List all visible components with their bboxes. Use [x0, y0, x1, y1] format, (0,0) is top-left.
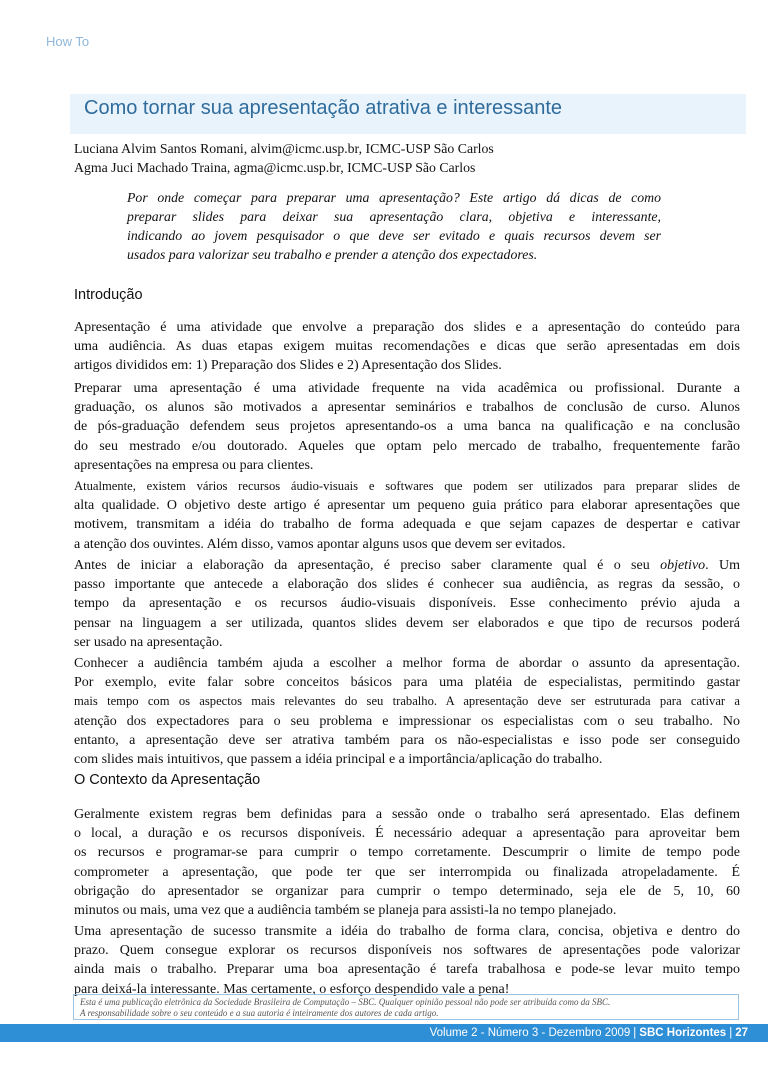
heading-contexto: O Contexto da Apresentação: [74, 772, 261, 788]
abstract-line: preparar slides para deixar sua apresentação clara, objetiva e interessante,: [127, 209, 661, 224]
notice-line: A responsabilidade sobre o seu conteúdo e a sua autoria é inteiramente dos autores de cada artigo.: [80, 1008, 439, 1018]
publication-notice: [73, 994, 739, 1020]
paragraph-line: de pós-graduação defendem seus projetos apresentando-os a uma banca na qualificação e na conclusão: [74, 419, 740, 435]
paragraph-line: Preparar uma apresentação é uma atividade frequente na vida acadêmica ou profissional. Durante a: [74, 381, 740, 396]
paragraph-line: Conhecer a audiência também ajuda a escolher a melhor forma de abordar o assunto da apresentação.: [74, 656, 740, 671]
paragraph-line: para deixá-la interessante. Mas certamente, o esforço despendido vale a pena!: [74, 981, 510, 997]
paragraph-line: ser usado na apresentação.: [74, 634, 223, 650]
paragraph: [74, 654, 740, 769]
paragraph-line: uma audiência. As duas etapas exigem muitas recomendações e dicas que serão apresentadas em dois: [74, 339, 740, 355]
paragraph-line-first: [74, 556, 740, 575]
paragraph-line: entanto, a apresentação deve ser atrativa também para os não-especialistas e isso pode ser conseguido: [74, 732, 740, 748]
paragraph: [74, 318, 740, 376]
paragraph-line: minutos ou mais, uma vez que a audiência também se planeja para assisti-la no tempo planejado.: [74, 903, 617, 919]
abstract-line: indicando ao jovem pesquisador o que deve ser evitado e quais recursos devem ser: [127, 228, 661, 243]
paragraph-line: alta qualidade. O objetivo deste artigo é apresentar um pequeno guia prático para elaborar apresentações que: [74, 498, 740, 514]
paragraph-line: prazo. Quem consegue explorar os recursos disponíveis nos softwares de apresentações pode valorizar: [74, 943, 740, 959]
paragraph-line: a atenção dos ouvintes. Além disso, vamos apontar alguns usos que devem ser evitados.: [74, 536, 566, 552]
author-line: Luciana Alvim Santos Romani, alvim@icmc.usp.br, ICMC-USP São Carlos: [74, 141, 494, 156]
emphasis-objetivo: objetivo: [660, 558, 706, 573]
paragraph-line: o local, a duração e os recursos disponíveis. É necessário adequar a apresentação para aproveitar bem: [74, 826, 740, 842]
paragraph: [74, 922, 740, 999]
paragraph-line: obrigação do apresentador se organizar para cumprir o tempo determinado, seja ele de 5, 10, 60: [74, 883, 740, 899]
abstract-line: Por onde começar para preparar uma apresentação? Este artigo dá dicas de como: [127, 190, 661, 205]
paragraph-text: . Um: [705, 558, 741, 573]
paragraph: [74, 477, 740, 554]
paragraph-line: apresentações na empresa ou para clientes.: [74, 457, 314, 473]
paragraph-line: atenção dos expectadores para o seu problema e impressionar os especialistas com o seu trabalho. No: [74, 713, 740, 729]
article-title: Como tornar sua apresentação atrativa e interessante: [84, 97, 563, 119]
paragraph-text: Antes de iniciar a elaboração da apresentação, é preciso saber claramente qual é o seu: [74, 558, 661, 573]
paragraph-line: os recursos e programar-se para cumprir o tempo corretamente. Descumprir o limite de tempo pode: [74, 845, 740, 861]
paragraph-line: Apresentação é uma atividade que envolve a preparação dos slides e a apresentação do conteúdo para: [74, 320, 740, 335]
paragraph-line: tempo da apresentação e os recursos áudio-visuais disponíveis. Esse conhecimento prévio ajuda a: [74, 596, 740, 612]
paragraph-line: Uma apresentação de sucesso transmite a idéia do trabalho de forma clara, concisa, objetiva e dentro do: [74, 924, 740, 939]
paragraph-line: motivem, transmitam a idéia do trabalho de forma adequada e que sejam capazes de despertar e cativar: [74, 517, 740, 533]
section-tag: How To: [46, 34, 90, 49]
paragraph: [74, 805, 740, 920]
paragraph-line: comprometer a apresentação, que pode ter que ser interrompida ou finalizada atropeladamente. É: [74, 864, 740, 880]
paragraph-line: graduação, os alunos são motivados a apresentar seminários e trabalhos de conclusão de curso. Alunos: [74, 400, 740, 416]
paragraph: [74, 556, 740, 652]
paragraph-line: Por exemplo, evite falar sobre conceitos básicos para uma platéia de especialistas, permitindo gastar: [74, 675, 740, 691]
abstract: [127, 188, 661, 264]
footer: Volume 2 - Número 3 - Dezembro 2009 | SBC Horizontes | 27: [429, 1027, 748, 1039]
author-line: Agma Juci Machado Traina, agma@icmc.usp.br, ICMC-USP São Carlos: [74, 160, 476, 175]
paragraph-line: ainda mais o trabalho. Preparar uma boa apresentação é tarefa trabalhosa e pode-se levar muito tempo: [74, 962, 740, 978]
notice-line: Esta é uma publicação eletrônica da Sociedade Brasileira de Computação – SBC. Qualquer opinião pessoal não pode ser atribuída como da SBC.: [80, 997, 611, 1007]
abstract-line: usados para valorizar seu trabalho e prender a atenção dos expectadores.: [127, 247, 538, 262]
paragraph-line: artigos divididos em: 1) Preparação dos Slides e 2) Apresentação dos Slides.: [74, 358, 502, 374]
paragraph-line: Geralmente existem regras bem definidas para a sessão onde o trabalho será apresentado. Elas definem: [74, 807, 740, 822]
paragraph-line: com slides mais intuitivos, que passem a idéia principal e a importância/aplicação do trabalho.: [74, 752, 603, 768]
paragraph-line: passo importante que antecede a elaboração dos slides é conhecer sua audiência, as regras da sessão, o: [74, 577, 740, 593]
footer-issue: Volume 2 - Número 3 - Dezembro 2009: [429, 1027, 631, 1039]
paragraph-line: mais tempo com os aspectos mais relevantes do seu trabalho. A apresentação deve ser estruturada para cativar a: [74, 694, 740, 709]
page-number: 27: [735, 1027, 748, 1039]
footer-publication: SBC Horizontes: [639, 1027, 727, 1039]
heading-introducao: Introdução: [74, 287, 143, 303]
paragraph-line: pensar na linguagem a ser utilizada, quantos slides devem ser elaborados e que tipo de recursos poderá: [74, 615, 740, 631]
paragraph-line: Atualmente, existem vários recursos áudio-visuais e softwares que podem ser utilizados para preparar slides de: [74, 479, 740, 493]
authors: [74, 139, 494, 177]
paragraph-line: do seu mestrado e/ou doutorado. Aqueles que optam pelo mercado de trabalho, frequentemente farão: [74, 438, 740, 454]
paragraph: [74, 379, 740, 475]
